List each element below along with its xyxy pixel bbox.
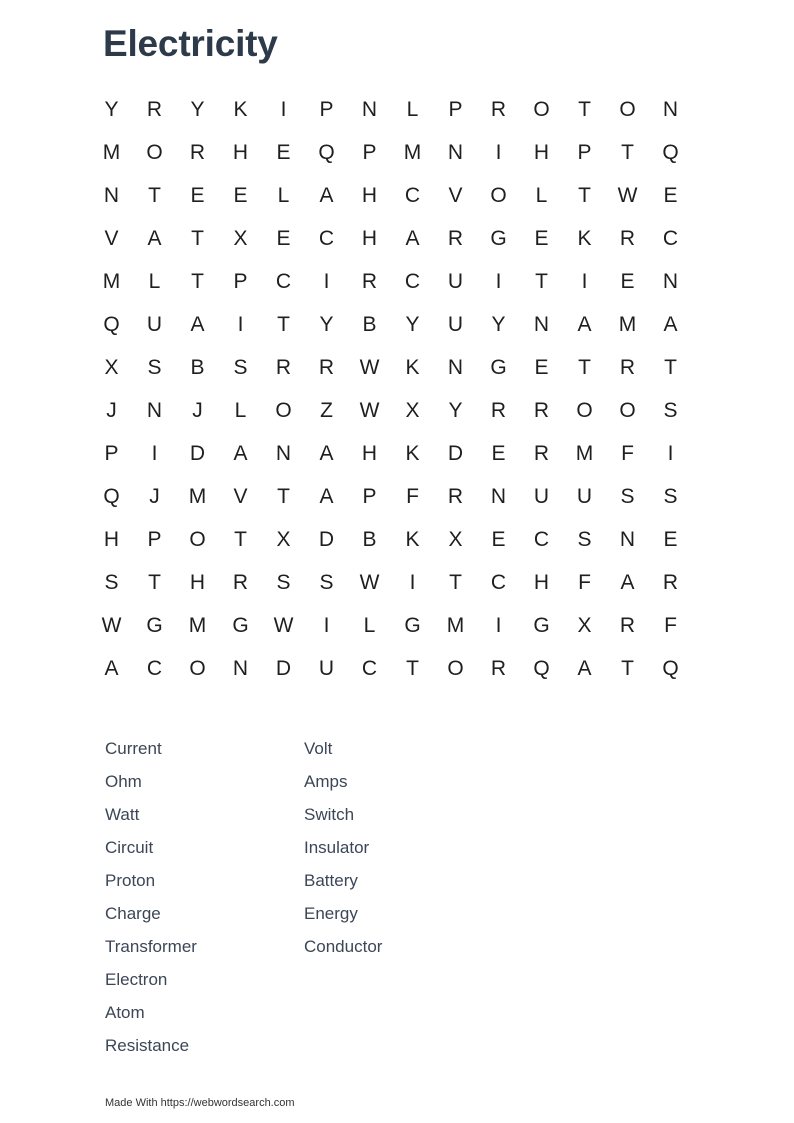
grid-cell: I — [581, 270, 588, 293]
word-list-item: Battery — [304, 871, 358, 890]
grid-cell: N — [447, 356, 464, 379]
grid-cell: E — [663, 528, 678, 551]
grid-cell: J — [106, 399, 117, 422]
grid-cell: P — [147, 528, 162, 551]
word-list-item: Volt — [304, 739, 333, 758]
grid-cell: X — [104, 356, 119, 379]
grid-cell: T — [191, 227, 204, 250]
grid-cell: R — [275, 356, 292, 379]
grid-cell: N — [490, 485, 507, 508]
grid-cell: L — [406, 98, 419, 121]
grid-cell: C — [662, 227, 679, 250]
grid-cell: A — [405, 227, 420, 250]
grid-cell: E — [276, 141, 291, 164]
grid-cell: R — [619, 356, 636, 379]
grid-cell: Y — [190, 98, 205, 121]
grid-cell: R — [318, 356, 335, 379]
grid-cell: A — [233, 442, 248, 465]
word-list-item: Transformer — [105, 937, 197, 956]
grid-cell: A — [620, 571, 635, 594]
grid-cell: M — [188, 614, 207, 637]
grid-cell: Q — [103, 313, 120, 336]
grid-cell: I — [495, 141, 502, 164]
grid-cell: X — [577, 614, 592, 637]
grid-cell: H — [103, 528, 120, 551]
grid-cell: L — [148, 270, 161, 293]
grid-cell: R — [490, 657, 507, 680]
grid-cell: M — [618, 313, 637, 336]
grid-cell: E — [663, 184, 678, 207]
grid-cell: D — [447, 442, 464, 465]
grid-cell: H — [533, 571, 550, 594]
grid-cell: R — [533, 442, 550, 465]
grid-cell: Y — [104, 98, 119, 121]
grid-cell: W — [617, 184, 638, 207]
word-list-item: Amps — [304, 772, 348, 791]
grid-cell: D — [275, 657, 292, 680]
grid-cell: C — [275, 270, 292, 293]
grid-cell: W — [359, 356, 380, 379]
grid-cell: N — [275, 442, 292, 465]
grid-cell: I — [495, 614, 502, 637]
grid-cell: A — [319, 442, 334, 465]
grid-cell: R — [533, 399, 550, 422]
grid-cell: G — [232, 614, 249, 637]
grid-cell: Z — [320, 399, 333, 422]
grid-cell: T — [406, 657, 419, 680]
grid-cell: M — [188, 485, 207, 508]
word-list-item: Charge — [105, 904, 161, 923]
grid-cell: W — [359, 571, 380, 594]
grid-cell: D — [318, 528, 335, 551]
grid-cell: U — [447, 270, 464, 293]
grid-cell: A — [104, 657, 119, 680]
grid-cell: T — [621, 657, 634, 680]
word-list-item: Watt — [105, 805, 140, 824]
word-list — [105, 735, 503, 1065]
grid-cell: H — [361, 227, 378, 250]
grid-cell: L — [234, 399, 247, 422]
grid-cell: P — [104, 442, 119, 465]
grid-cell: Q — [662, 141, 679, 164]
grid-cell: Q — [318, 141, 335, 164]
grid-cell: O — [619, 98, 636, 121]
grid-cell: F — [406, 485, 419, 508]
grid-cell: N — [361, 98, 378, 121]
grid-cell: Y — [448, 399, 463, 422]
grid-cell: I — [280, 98, 287, 121]
word-list-item: Conductor — [304, 937, 383, 956]
grid-cell: N — [447, 141, 464, 164]
grid-cell: C — [318, 227, 335, 250]
word-list-item: Current — [105, 739, 162, 758]
grid-cell: N — [103, 184, 120, 207]
grid-cell: S — [577, 528, 592, 551]
grid-cell: T — [621, 141, 634, 164]
grid-cell: G — [490, 227, 507, 250]
grid-cell: W — [273, 614, 294, 637]
grid-cell: Y — [491, 313, 506, 336]
grid-cell: I — [667, 442, 674, 465]
word-list-item: Resistance — [105, 1036, 190, 1055]
grid-cell: P — [577, 141, 592, 164]
grid-cell: I — [323, 270, 330, 293]
word-list-item: Electron — [105, 970, 168, 989]
grid-cell: N — [533, 313, 550, 336]
grid-cell: Q — [662, 657, 679, 680]
grid-cell: K — [577, 227, 592, 250]
grid-cell: E — [491, 528, 506, 551]
grid-cell: M — [102, 141, 121, 164]
grid-cell: D — [189, 442, 206, 465]
grid-cell: S — [663, 399, 678, 422]
grid-cell: O — [275, 399, 292, 422]
grid-cell: R — [490, 399, 507, 422]
grid-cell: S — [233, 356, 248, 379]
grid-cell: O — [146, 141, 163, 164]
grid-cell: O — [189, 657, 206, 680]
grid-cell: A — [147, 227, 162, 250]
grid-cell: E — [190, 184, 205, 207]
grid-cell: R — [619, 227, 636, 250]
grid-cell: R — [490, 98, 507, 121]
word-list-item: Atom — [105, 1003, 145, 1022]
grid-cell: K — [405, 356, 420, 379]
grid-cell: F — [664, 614, 677, 637]
grid-cell: F — [621, 442, 634, 465]
grid-cell: V — [448, 184, 463, 207]
grid-cell: L — [535, 184, 548, 207]
grid-cell: R — [447, 227, 464, 250]
grid-cell: I — [151, 442, 158, 465]
grid-cell: Q — [103, 485, 120, 508]
grid-cell: S — [620, 485, 635, 508]
grid-cell: U — [576, 485, 593, 508]
grid-cell: E — [534, 227, 549, 250]
grid-cell: A — [577, 657, 592, 680]
grid-cell: N — [662, 270, 679, 293]
grid-cell: T — [277, 485, 290, 508]
grid-cell: S — [319, 571, 334, 594]
grid-cell: U — [447, 313, 464, 336]
grid-cell: B — [362, 528, 377, 551]
grid-cell: C — [361, 657, 378, 680]
grid-cell: M — [446, 614, 465, 637]
grid-cell: A — [319, 485, 334, 508]
grid-cell: T — [148, 571, 161, 594]
grid-cell: H — [232, 141, 249, 164]
grid-cell: T — [234, 528, 247, 551]
grid-cell: G — [533, 614, 550, 637]
grid-cell: M — [403, 141, 422, 164]
grid-cell: Y — [405, 313, 420, 336]
grid-cell: E — [620, 270, 635, 293]
grid-cell: O — [490, 184, 507, 207]
grid-cell: O — [576, 399, 593, 422]
grid-cell: T — [578, 356, 591, 379]
grid-cell: X — [448, 528, 463, 551]
word-list-item: Proton — [105, 871, 156, 890]
grid-cell: C — [490, 571, 507, 594]
grid-cell: V — [104, 227, 119, 250]
grid-cell: I — [495, 270, 502, 293]
grid-cell: C — [533, 528, 550, 551]
grid-cell: H — [533, 141, 550, 164]
grid-cell: T — [578, 98, 591, 121]
word-list-item: Energy — [304, 904, 358, 923]
grid-cell: I — [409, 571, 416, 594]
word-list-item: Switch — [304, 805, 355, 824]
grid-cell: T — [535, 270, 548, 293]
grid-cell: X — [405, 399, 420, 422]
grid-cell: G — [490, 356, 507, 379]
footer-credit: Made With https://webwordsearch.com — [105, 1097, 295, 1109]
grid-cell: R — [662, 571, 679, 594]
grid-cell: J — [192, 399, 203, 422]
grid-cell: L — [277, 184, 290, 207]
grid-cell: I — [323, 614, 330, 637]
grid-cell: T — [578, 184, 591, 207]
grid-cell: O — [619, 399, 636, 422]
grid-cell: C — [404, 270, 421, 293]
grid-cell: B — [362, 313, 377, 336]
grid-cell: P — [319, 98, 334, 121]
grid-cell: A — [577, 313, 592, 336]
grid-cell: E — [534, 356, 549, 379]
grid-cell: A — [190, 313, 205, 336]
grid-cell: A — [319, 184, 334, 207]
grid-cell: M — [575, 442, 594, 465]
grid-cell: P — [362, 485, 377, 508]
grid-cell: H — [189, 571, 206, 594]
letter-grid — [90, 88, 692, 690]
grid-cell: W — [359, 399, 380, 422]
grid-cell: R — [619, 614, 636, 637]
grid-cell: R — [146, 98, 163, 121]
grid-cell: K — [405, 528, 420, 551]
grid-cell: X — [233, 227, 248, 250]
grid-cell: R — [189, 141, 206, 164]
grid-cell: P — [362, 141, 377, 164]
grid-cell: J — [149, 485, 160, 508]
grid-cell: O — [447, 657, 464, 680]
grid-cell: S — [147, 356, 162, 379]
grid-cell: B — [190, 356, 205, 379]
grid-cell: P — [233, 270, 248, 293]
grid-cell: L — [363, 614, 376, 637]
grid-cell: C — [146, 657, 163, 680]
grid-cell: T — [191, 270, 204, 293]
grid-cell: A — [663, 313, 678, 336]
page-title: Electricity — [103, 23, 278, 64]
grid-cell: Y — [319, 313, 334, 336]
word-list-item: Ohm — [105, 772, 142, 791]
grid-cell: Q — [533, 657, 550, 680]
grid-cell: G — [404, 614, 421, 637]
grid-cell: S — [276, 571, 291, 594]
grid-cell: F — [578, 571, 591, 594]
word-list-item: Insulator — [304, 838, 370, 857]
grid-cell: U — [146, 313, 163, 336]
grid-cell: V — [233, 485, 248, 508]
word-list-item: Circuit — [105, 838, 154, 857]
grid-cell: N — [232, 657, 249, 680]
grid-cell: H — [361, 442, 378, 465]
grid-cell: E — [276, 227, 291, 250]
grid-cell: N — [619, 528, 636, 551]
grid-cell: T — [449, 571, 462, 594]
grid-cell: O — [533, 98, 550, 121]
grid-cell: I — [237, 313, 244, 336]
grid-cell: H — [361, 184, 378, 207]
grid-cell: S — [663, 485, 678, 508]
word-list-column-1 — [105, 735, 304, 1065]
grid-cell: T — [664, 356, 677, 379]
grid-cell: E — [233, 184, 248, 207]
grid-cell: M — [102, 270, 121, 293]
grid-cell: S — [104, 571, 119, 594]
grid-cell: K — [233, 98, 248, 121]
grid-cell: O — [189, 528, 206, 551]
grid-cell: G — [146, 614, 163, 637]
grid-cell: U — [318, 657, 335, 680]
word-list-column-2 — [304, 735, 503, 1065]
grid-cell: R — [447, 485, 464, 508]
grid-cell: U — [533, 485, 550, 508]
grid-cell: W — [101, 614, 122, 637]
grid-cell: N — [662, 98, 679, 121]
grid-cell: T — [277, 313, 290, 336]
grid-cell: E — [491, 442, 506, 465]
grid-cell: R — [232, 571, 249, 594]
grid-cell: C — [404, 184, 421, 207]
grid-cell: K — [405, 442, 420, 465]
grid-cell: X — [276, 528, 291, 551]
grid-cell: T — [148, 184, 161, 207]
grid-cell: P — [448, 98, 463, 121]
grid-cell: N — [146, 399, 163, 422]
grid-cell: R — [361, 270, 378, 293]
